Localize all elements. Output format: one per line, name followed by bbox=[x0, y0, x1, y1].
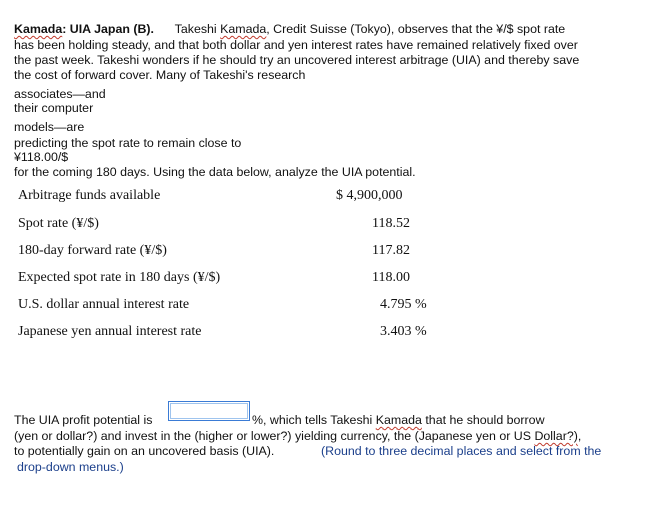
table-row-label: Spot rate (¥/$) bbox=[18, 216, 99, 231]
question-line-3: to potentially gain on an uncovered basis (UIA). bbox=[14, 444, 275, 458]
table-row-label: Expected spot rate in 180 days (¥/$) bbox=[18, 270, 221, 285]
table-row-value: 117.82 bbox=[372, 243, 410, 258]
intro-line-5: associates—and bbox=[14, 87, 106, 101]
table-row-value: 3.403 % bbox=[380, 324, 427, 339]
question-suffix-2: that he should borrow bbox=[425, 413, 545, 427]
intro-line-8: predicting the spot rate to remain close to bbox=[14, 136, 242, 150]
intro-line-9: ¥118.00/$ bbox=[14, 150, 69, 164]
question-name: Kamada bbox=[375, 413, 422, 427]
table-row-value: 4.795 % bbox=[380, 297, 427, 312]
table-row-label: Japanese yen annual interest rate bbox=[18, 324, 202, 339]
uia-profit-input[interactable] bbox=[168, 401, 250, 421]
question-line2a: (yen or dollar?) and invest in the (higher or lower?) yielding currency, the (Japanese yen or US bbox=[14, 429, 531, 443]
question-suffix: %, which tells Takeshi bbox=[252, 413, 373, 427]
intro-line-2: has been holding steady, and that both dollar and yen interest rates have remained relatively fixed over bbox=[14, 38, 578, 52]
intro-line-3: the past week. Takeshi wonders if he should try an uncovered interest arbitrage (UIA) and thereby save bbox=[14, 53, 580, 67]
intro-line-10: for the coming 180 days. Using the data below, analyze the UIA potential. bbox=[14, 165, 416, 179]
table-row-label: U.S. dollar annual interest rate bbox=[18, 297, 190, 312]
instruction-line-1: (Round to three decimal places and select from the bbox=[321, 444, 602, 458]
intro-line-6: their computer bbox=[14, 101, 94, 115]
question-line-2 bbox=[14, 429, 581, 444]
intro-line-7: models—are bbox=[14, 120, 85, 134]
table-row-value: 118.52 bbox=[372, 216, 410, 231]
question-prefix: The UIA profit potential is bbox=[14, 413, 153, 427]
table-row-value: 118.00 bbox=[372, 270, 410, 285]
intro-lead-name: Kamada bbox=[220, 22, 267, 36]
table-row-label: 180-day forward rate (¥/$) bbox=[18, 243, 167, 258]
intro-lead-name-prefix: Takeshi bbox=[174, 22, 221, 36]
question-line2c: , bbox=[577, 429, 582, 443]
intro-line-4: the cost of forward cover. Many of Takeshi's research bbox=[14, 68, 306, 82]
table-row-label: Arbitrage funds available bbox=[18, 188, 161, 203]
problem-name: Kamada bbox=[14, 22, 63, 36]
intro-line-1 bbox=[14, 22, 565, 37]
question-line2b: Dollar?) bbox=[534, 429, 578, 443]
intro-lead-rest: , Credit Suisse (Tokyo), observes that the ¥/$ spot rate bbox=[266, 22, 566, 36]
problem-title: : UIA Japan (B). bbox=[62, 22, 155, 36]
table-row-value: $ 4,900,000 bbox=[336, 188, 403, 203]
question-suffix-line bbox=[252, 413, 545, 428]
instruction-line-2: drop-down menus.) bbox=[17, 460, 124, 474]
